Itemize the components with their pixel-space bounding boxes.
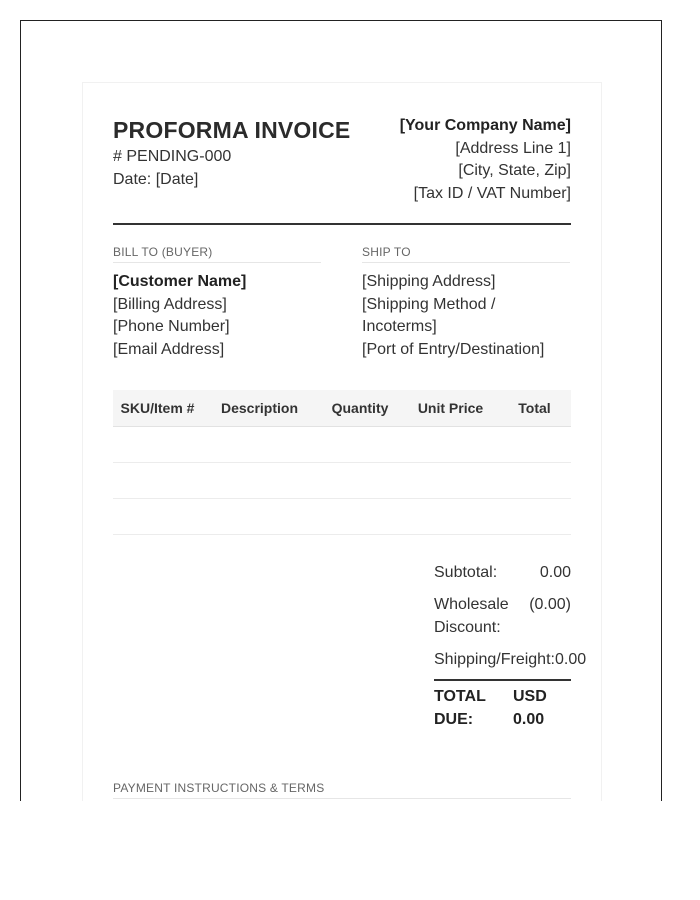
invoice-title: PROFORMA INVOICE: [113, 117, 351, 143]
total-due-row: [434, 685, 571, 731]
invoice-date: Date: [Date]: [113, 171, 199, 188]
table-row: [113, 499, 571, 535]
items-header-row: [113, 390, 571, 427]
company-info: [400, 115, 571, 205]
total-divider: [434, 679, 571, 681]
customer-name: [Customer Name]: [113, 273, 247, 290]
discount-row: [434, 593, 571, 639]
ship-to-label: SHIP TO: [362, 245, 570, 263]
phone-number: [Phone Number]: [113, 318, 230, 335]
discount-label: Wholesale Discount:: [434, 596, 509, 636]
column-header-quantity: Quantity: [317, 390, 403, 427]
company-city-state-zip: [City, State, Zip]: [458, 162, 571, 179]
shipping-method: [Shipping Method /: [362, 295, 496, 313]
payment-terms-label: PAYMENT INSTRUCTIONS & TERMS: [113, 781, 571, 799]
subtotal-label: Subtotal:: [434, 564, 498, 581]
table-row: [113, 427, 571, 463]
bill-to-label: BILL TO (BUYER): [113, 245, 321, 263]
invoice-paper: [82, 82, 602, 801]
total-due-value: USD 0.00: [513, 688, 547, 728]
company-tax-id: [Tax ID / VAT Number]: [413, 184, 571, 202]
table-row: [113, 463, 571, 499]
port-of-entry: [Port of Entry/Destination]: [362, 340, 545, 358]
shipping-value: 0.00: [554, 651, 587, 668]
ship-to-lines: [362, 271, 570, 361]
shipping-row: [434, 648, 587, 671]
company-address-line-1: [Address Line 1]: [455, 139, 571, 157]
bill-to-block: [113, 245, 321, 361]
document-page: [20, 20, 662, 801]
column-header-description: Description: [202, 390, 317, 427]
subtotal-row: [434, 561, 571, 584]
shipping-label: Shipping/Freight:: [434, 651, 555, 668]
column-header-total: Total: [498, 390, 571, 427]
totals-block: [434, 561, 587, 731]
email-address: [Email Address]: [113, 340, 225, 358]
column-header-sku: SKU/Item #: [113, 390, 202, 427]
ship-to-block: [362, 245, 570, 361]
column-header-unit-price: Unit Price: [403, 390, 498, 427]
shipping-address: [Shipping Address]: [362, 273, 496, 290]
bill-to-lines: [113, 271, 321, 361]
billing-address: [Billing Address]: [113, 295, 227, 313]
items-table: [113, 390, 571, 535]
subtotal-value: 0.00: [539, 564, 571, 581]
discount-value: (0.00): [529, 596, 571, 613]
shipping-method-incoterms: Incoterms]: [362, 318, 437, 335]
invoice-number: # PENDING-000: [113, 148, 232, 165]
total-due-label: TOTAL DUE:: [434, 688, 486, 728]
company-name: [Your Company Name]: [399, 117, 571, 134]
header-divider: [113, 223, 571, 225]
